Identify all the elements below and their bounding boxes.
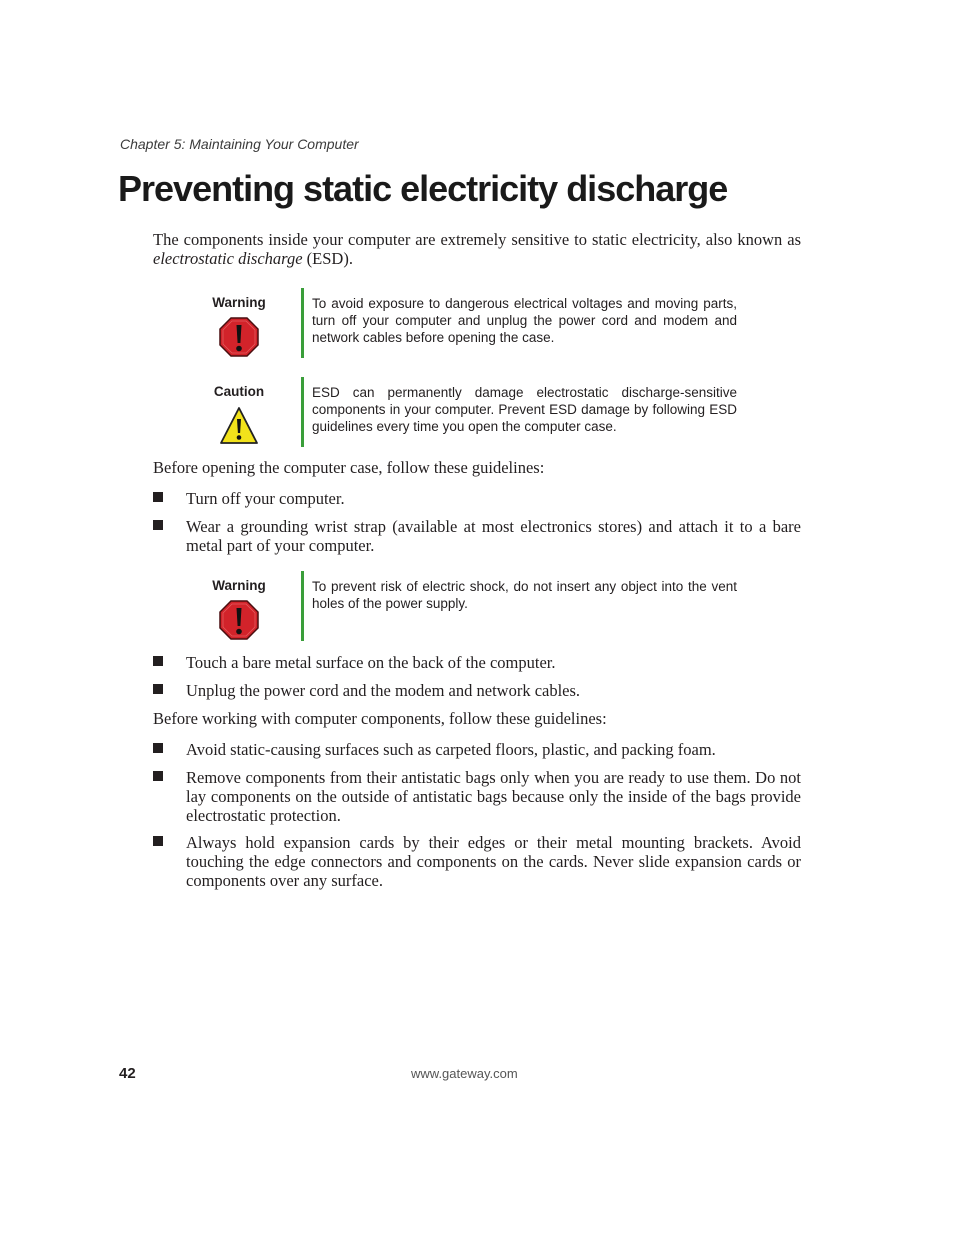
list-item (153, 517, 801, 555)
intro-text-before: The components inside your computer are extremely sensitive to static electricity, also known as (153, 230, 801, 249)
notice-label-column (200, 295, 278, 357)
notice-accent-bar (301, 377, 304, 447)
bullet-square-icon (153, 684, 163, 694)
bullet-square-icon (153, 656, 163, 666)
warning-notice (200, 295, 745, 365)
list-item (153, 740, 801, 759)
notice-accent-bar (301, 288, 304, 358)
notice-text: To avoid exposure to dangerous electrical voltages and moving parts, turn off your computer and unplug the power cord and modem and network cables before opening the case. (312, 296, 737, 345)
notice-text: ESD can permanently damage electrostatic discharge-sensitive components in your computer. Prevent ESD damage by following ESD guidelines every time you open the computer case. (312, 385, 737, 434)
notice-label: Warning (212, 295, 266, 310)
warning-octagon-icon (219, 317, 259, 357)
bullet-square-icon (153, 743, 163, 753)
intro-emphasis: electrostatic discharge (153, 249, 303, 268)
list-item (153, 681, 801, 700)
notice-label-column (200, 384, 278, 446)
caution-triangle-icon (219, 406, 259, 446)
page-number: 42 (119, 1065, 136, 1082)
list-item-text: Remove components from their antistatic bags only when you are ready to use them. Do not lay components on the outside of antistatic bags because only the inside of the bags provide electrostatic protection. (186, 768, 801, 825)
bullet-square-icon (153, 520, 163, 530)
list-item (153, 833, 801, 890)
intro-text-after: (ESD). (302, 249, 353, 268)
page-title: Preventing static electricity discharge (118, 168, 728, 209)
notice-label-column (200, 578, 278, 640)
list-item-text: Always hold expansion cards by their edges or their metal mounting brackets. Avoid touching the edge connectors and components on the cards. Never slide expansion cards or components over any surface. (186, 833, 801, 890)
list-item (153, 768, 801, 825)
list-item-text: Wear a grounding wrist strap (available at most electronics stores) and attach it to a bare metal part of your computer. (186, 517, 801, 555)
notice-accent-bar (301, 571, 304, 641)
caution-notice (200, 384, 745, 454)
notice-text: To prevent risk of electric shock, do not insert any object into the vent holes of the power supply. (312, 579, 737, 611)
footer-url: www.gateway.com (411, 1066, 518, 1081)
notice-label: Warning (212, 578, 266, 593)
guidelines-working-lead: Before working with computer components, follow these guidelines: (153, 709, 607, 728)
list-item-text: Touch a bare metal surface on the back of the computer. (186, 653, 556, 672)
chapter-header: Chapter 5: Maintaining Your Computer (120, 136, 359, 152)
warning-octagon-icon (219, 600, 259, 640)
bullet-square-icon (153, 492, 163, 502)
bullet-square-icon (153, 836, 163, 846)
guidelines-opening-lead: Before opening the computer case, follow these guidelines: (153, 458, 545, 477)
list-item-text: Turn off your computer. (186, 489, 345, 508)
bullet-square-icon (153, 771, 163, 781)
list-item (153, 653, 801, 672)
intro-paragraph (153, 230, 801, 268)
warning-notice (200, 578, 745, 648)
list-item-text: Avoid static-causing surfaces such as carpeted floors, plastic, and packing foam. (186, 740, 716, 759)
list-item-text: Unplug the power cord and the modem and network cables. (186, 681, 581, 700)
list-item (153, 489, 801, 508)
notice-label: Caution (213, 384, 265, 399)
